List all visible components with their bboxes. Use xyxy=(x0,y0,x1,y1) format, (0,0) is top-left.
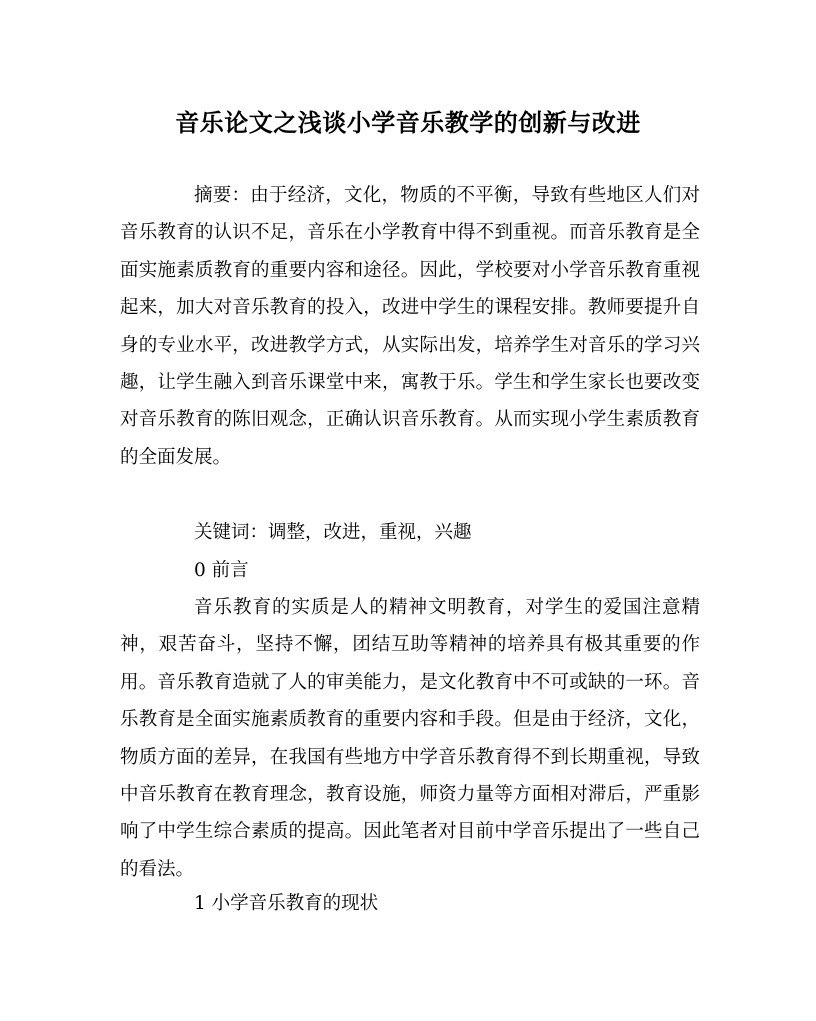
preface-heading: 0 前言 xyxy=(194,560,249,581)
preface-paragraph: 音乐教育的实质是人的精神文明教育，对学生的爱国注意精神，艰苦奋斗，坚持不懈，团结互助等精神的培养具有极其重要的作用。音乐教育造就了人的审美能力，是文化教育中不可或缺的一环。音乐教育是全面实施素质教育的重要内容和手段。但是由于经济，文化，物质方面的差异，在我国有些地方中学音乐教育得不到长期重视，导致中音乐教育在教育理念，教育设施，师资力量等方面相对滞后，严重影响了中学生综合素质的提高。因此笔者对目前中学音乐提出了一些自己的看法。 xyxy=(120,597,700,880)
keywords-line: 关键词：调整，改进，重视，兴趣 xyxy=(194,522,472,543)
abstract-paragraph: 摘要：由于经济，文化，物质的不平衡，导致有些地区人们对音乐教育的认识不足，音乐在小学教育中得不到重视。而音乐教育是全面实施素质教育的重要内容和途径。因此，学校要对小学音乐教育重视起来，加大对音乐教育的投入，改进中学生的课程安排。教师要提升自身的专业水平，改进教学方式，从实际出发，培养学生对音乐的学习兴趣，让学生融入到音乐课堂中来，寓教于乐。学生和学生家长也要改变对音乐教育的陈旧观念，正确认识音乐教育。从而实现小学生素质教育的全面发展。 xyxy=(120,185,700,468)
section-1-heading: 1 小学音乐教育的现状 xyxy=(194,893,379,914)
document-title: 音乐论文之浅谈小学音乐教学的创新与改进 xyxy=(175,108,641,137)
